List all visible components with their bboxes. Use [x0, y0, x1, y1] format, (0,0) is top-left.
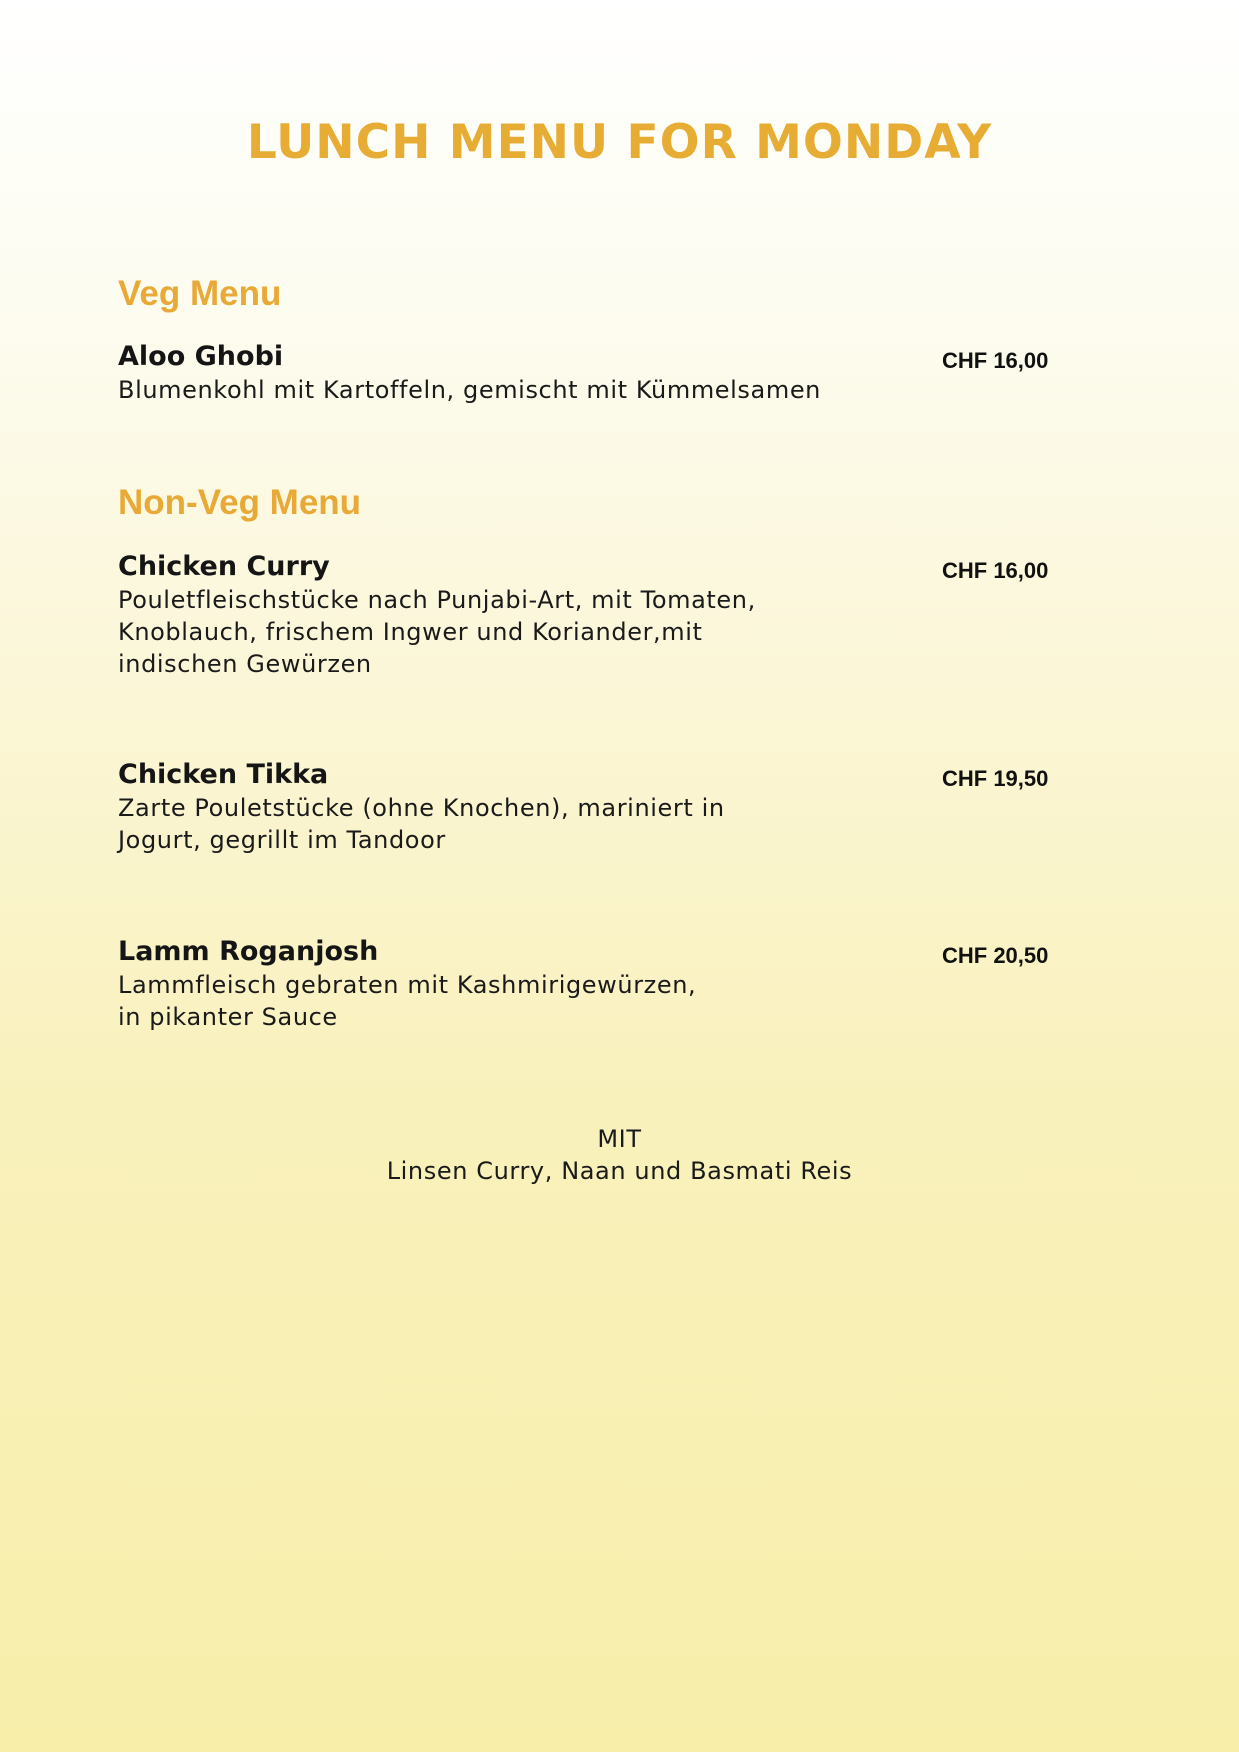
page-title: LUNCH MENU FOR MONDAY: [246, 115, 993, 170]
item-name: Aloo Ghobi: [118, 341, 284, 372]
item-name: Chicken Tikka: [118, 759, 329, 790]
item-description-line: Lammfleisch gebraten mit Kashmirigewürzen,: [118, 971, 697, 999]
item-description-line: Knoblauch, frischem Ingwer und Koriander,mit: [118, 618, 703, 646]
item-description-line: Pouletfleischstücke nach Punjabi-Art, mit Tomaten,: [118, 586, 756, 614]
item-price: CHF 19,50: [942, 766, 1049, 791]
footer-line-sides: Linsen Curry, Naan und Basmati Reis: [386, 1157, 853, 1185]
menu-footer: [0, 1123, 1239, 1187]
item-description-line: in pikanter Sauce: [118, 1003, 338, 1031]
menu-item-chicken-tikka: [118, 758, 1058, 856]
menu-item-chicken-curry: [118, 550, 1058, 680]
item-price: CHF 16,00: [942, 348, 1049, 373]
item-description-line: Jogurt, gegrillt im Tandoor: [118, 826, 446, 854]
item-name: Lamm Roganjosh: [118, 936, 379, 967]
item-price: CHF 16,00: [942, 558, 1049, 583]
menu-item-lamm-roganjosh: [118, 935, 1058, 1033]
item-price: CHF 20,50: [942, 943, 1049, 968]
menu-item-aloo-ghobi: [118, 340, 1058, 406]
footer-line-mit: MIT: [597, 1125, 642, 1153]
item-name: Chicken Curry: [118, 551, 330, 582]
section-heading-non-veg: Non-Veg Menu: [118, 483, 362, 522]
item-description-line: Zarte Pouletstücke (ohne Knochen), mariniert in: [118, 794, 725, 822]
item-description-line: indischen Gewürzen: [118, 650, 372, 678]
item-description-line: Blumenkohl mit Kartoffeln, gemischt mit Kümmelsamen: [118, 376, 821, 404]
section-heading-veg: Veg Menu: [118, 274, 282, 313]
